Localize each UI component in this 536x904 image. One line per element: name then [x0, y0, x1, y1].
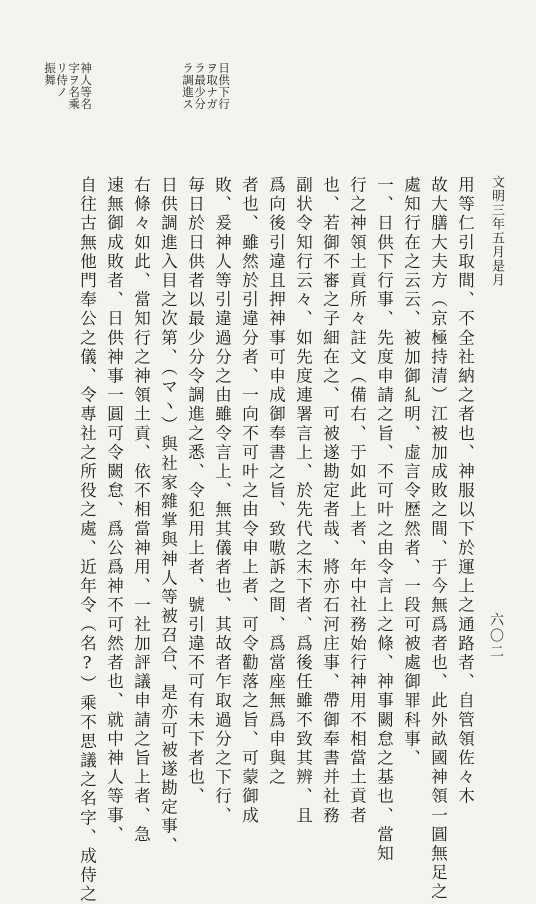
body-line-6: 也、若御不審之子細在之、可被遂勘定者哉、將亦石河庄事、帶御奉書并社務	[320, 176, 340, 826]
body-line-7: 副状令知行云々、如先度連署言上、於先代之末下者、爲後任雖不致其辨、且	[293, 176, 313, 826]
body-line-5: 行之神領土貢所々註文（備右、于如此上者、年中社務始行神用不相當土貢者	[347, 176, 367, 826]
body-line-14: 速無御成敗者、日供神事一圓可令闕怠、爲公爲神不可然者也、就中神人等事、	[104, 176, 124, 845]
body-line-13: 右條々如此、當知行之神領土貢、依不相當神用、一社加評議申請之旨上者、急	[131, 176, 151, 845]
document-date-header: 文明三年五月是月	[489, 175, 504, 287]
body-line-1: 用等仁引取間、不全社納之者也、神服以下於運上之通路者、自管領佐々木	[455, 176, 475, 807]
body-line-4: 一、日供下行事、先度申請之旨、不可叶之由令言上之條、神事闕怠之基也、當知	[374, 176, 394, 864]
body-line-9: 者也、雖然於引違分者、一向不可叶之由令申上者、可令勸落之旨、可蒙御成	[239, 176, 259, 826]
body-line-2: 故大膳大夫方（京極持清）江被加成敗之間、于今無爲者也、此外畝國神領一圓無足之	[428, 176, 448, 902]
body-line-8: 爲向後引違且押神事可申成御奉書之旨、致嗷訴之間、爲當座無爲申與之	[266, 176, 286, 788]
body-line-15: 自往古無他門奉公之儀、令專社之所役之處、近年令（名?）乘不思議之名字、成侍之	[77, 176, 97, 904]
body-line-3: 處知行在之云云、被加御糺明、虚言令歴然者、一段可被處御罪科事、	[401, 176, 421, 769]
page-number: 六〇二	[488, 612, 504, 660]
body-line-12: 日供調進入目之次第、（マヽ）與社家雜掌與神人等被召合、是亦可被遂勘定事、	[158, 176, 178, 856]
body-line-11: 毎日於日供者以最少分令調進之悉、令犯用上者、號引違不可有未下者也、	[185, 176, 205, 807]
body-line-10: 敗、爰神人等引違過分之由雖令言上、無其儀者也、其故者乍取過分之下行、	[212, 176, 232, 826]
